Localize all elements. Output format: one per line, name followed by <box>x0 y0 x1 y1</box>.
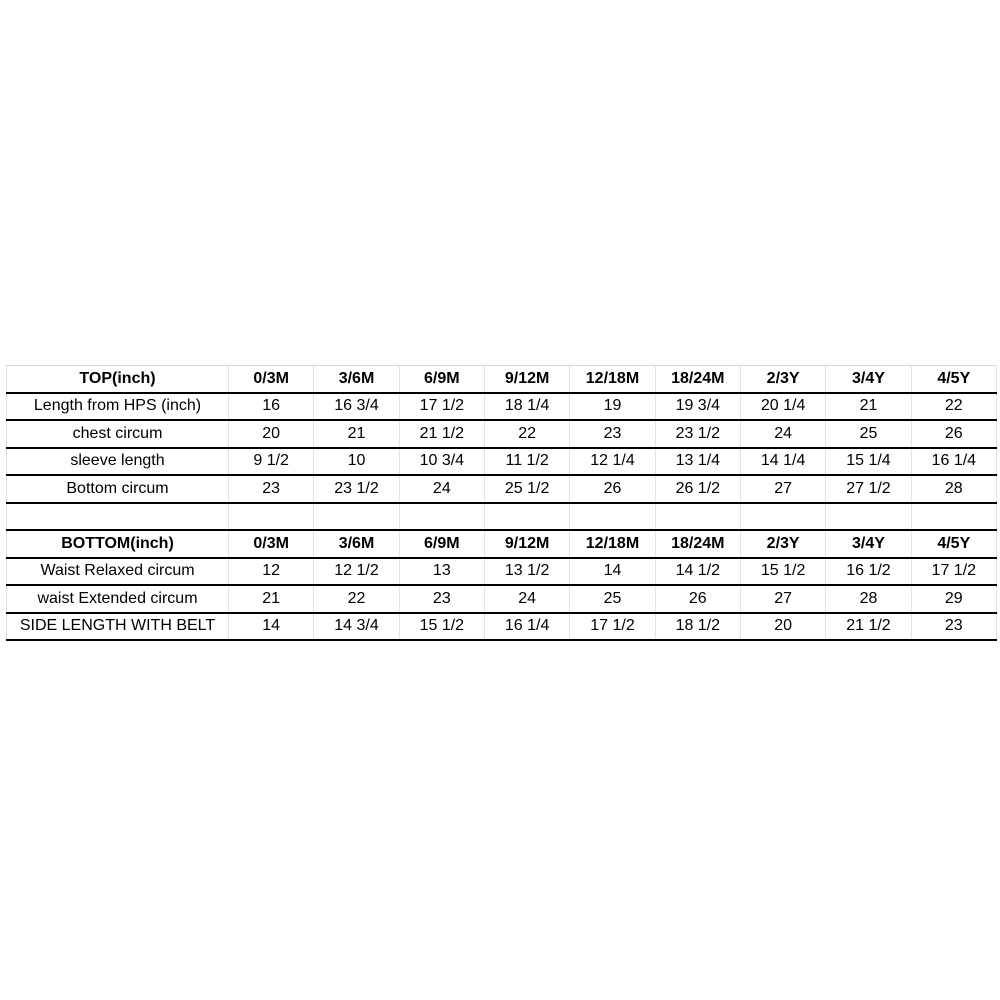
table-cell: 17 1/2 <box>570 613 655 641</box>
bottom-header-row <box>7 530 997 558</box>
table-cell: 14 <box>570 558 655 586</box>
table-cell: 20 <box>229 420 314 448</box>
size-chart-sheet <box>6 365 996 641</box>
table-cell: 16 1/4 <box>484 613 569 641</box>
table-cell: 12/18M <box>570 530 655 558</box>
table-cell: 10 3/4 <box>399 448 484 476</box>
table-cell: 27 1/2 <box>826 475 911 503</box>
table-cell: 27 <box>740 585 825 613</box>
table-cell: 12 1/2 <box>314 558 399 586</box>
table-cell: 13 <box>399 558 484 586</box>
table-cell: 19 3/4 <box>655 393 740 421</box>
empty-cell <box>655 503 740 531</box>
table-cell: 25 <box>570 585 655 613</box>
table-cell: 14 1/2 <box>655 558 740 586</box>
table-cell: 14 3/4 <box>314 613 399 641</box>
table-cell: 18 1/4 <box>484 393 569 421</box>
table-cell: 3/6M <box>314 530 399 558</box>
row-label-cell: waist Extended circum <box>7 585 229 613</box>
table-row <box>7 420 997 448</box>
row-label-cell: sleeve length <box>7 448 229 476</box>
table-cell: 22 <box>314 585 399 613</box>
table-cell: 15 1/2 <box>399 613 484 641</box>
table-cell: 15 1/4 <box>826 448 911 476</box>
table-cell: 24 <box>740 420 825 448</box>
row-label-cell: TOP(inch) <box>7 366 229 393</box>
table-cell: 25 <box>826 420 911 448</box>
table-cell: 17 1/2 <box>911 558 996 586</box>
table-cell: 21 <box>229 585 314 613</box>
table-cell: 22 <box>911 393 996 421</box>
table-cell: 16 3/4 <box>314 393 399 421</box>
table-cell: 28 <box>911 475 996 503</box>
table-cell: 13 1/4 <box>655 448 740 476</box>
table-row <box>7 448 997 476</box>
table-cell: 27 <box>740 475 825 503</box>
table-cell: 18/24M <box>655 530 740 558</box>
table-cell: 29 <box>911 585 996 613</box>
table-cell: 21 <box>314 420 399 448</box>
row-label-cell: Waist Relaxed circum <box>7 558 229 586</box>
table-cell: 21 1/2 <box>399 420 484 448</box>
table-cell: 21 1/2 <box>826 613 911 641</box>
table-cell: 14 <box>229 613 314 641</box>
table-cell: 15 1/2 <box>740 558 825 586</box>
table-cell: 26 <box>655 585 740 613</box>
table-cell: 9/12M <box>484 530 569 558</box>
table-cell: 13 1/2 <box>484 558 569 586</box>
table-cell: 20 <box>740 613 825 641</box>
table-row <box>7 475 997 503</box>
table-cell: 24 <box>399 475 484 503</box>
table-cell: 23 1/2 <box>655 420 740 448</box>
row-label-cell: Length from HPS (inch) <box>7 393 229 421</box>
table-cell: 28 <box>826 585 911 613</box>
table-cell: 12 <box>229 558 314 586</box>
table-cell: 4/5Y <box>911 530 996 558</box>
table-cell: 14 1/4 <box>740 448 825 476</box>
empty-cell <box>484 503 569 531</box>
table-cell: 0/3M <box>229 366 314 393</box>
table-cell: 3/6M <box>314 366 399 393</box>
table-cell: 25 1/2 <box>484 475 569 503</box>
size-chart-table <box>6 365 997 641</box>
table-cell: 18 1/2 <box>655 613 740 641</box>
table-cell: 11 1/2 <box>484 448 569 476</box>
empty-cell <box>314 503 399 531</box>
table-cell: 0/3M <box>229 530 314 558</box>
empty-cell <box>826 503 911 531</box>
empty-cell <box>570 503 655 531</box>
table-row <box>7 558 997 586</box>
table-cell: 6/9M <box>399 530 484 558</box>
empty-cell <box>911 503 996 531</box>
table-cell: 4/5Y <box>911 366 996 393</box>
row-label-cell: Bottom circum <box>7 475 229 503</box>
table-cell: 26 1/2 <box>655 475 740 503</box>
table-cell: 23 <box>399 585 484 613</box>
table-cell: 23 <box>229 475 314 503</box>
table-cell: 2/3Y <box>740 366 825 393</box>
table-cell: 26 <box>911 420 996 448</box>
table-cell: 24 <box>484 585 569 613</box>
empty-cell <box>740 503 825 531</box>
table-cell: 3/4Y <box>826 530 911 558</box>
table-cell: 16 <box>229 393 314 421</box>
table-cell: 16 1/2 <box>826 558 911 586</box>
table-cell: 19 <box>570 393 655 421</box>
table-cell: 3/4Y <box>826 366 911 393</box>
table-row <box>7 393 997 421</box>
table-row <box>7 585 997 613</box>
table-cell: 23 <box>570 420 655 448</box>
table-cell: 22 <box>484 420 569 448</box>
top-header-row <box>7 366 997 393</box>
table-row <box>7 613 997 641</box>
table-cell: 9 1/2 <box>229 448 314 476</box>
table-cell: 23 1/2 <box>314 475 399 503</box>
table-cell: 23 <box>911 613 996 641</box>
table-cell: 12 1/4 <box>570 448 655 476</box>
row-label-cell: BOTTOM(inch) <box>7 530 229 558</box>
empty-cell <box>399 503 484 531</box>
section-spacer-row <box>7 503 997 531</box>
table-cell: 18/24M <box>655 366 740 393</box>
table-cell: 26 <box>570 475 655 503</box>
table-cell: 9/12M <box>484 366 569 393</box>
row-label-cell: chest circum <box>7 420 229 448</box>
empty-cell <box>229 503 314 531</box>
table-cell: 17 1/2 <box>399 393 484 421</box>
row-label-cell: SIDE LENGTH WITH BELT <box>7 613 229 641</box>
table-cell: 6/9M <box>399 366 484 393</box>
table-cell: 10 <box>314 448 399 476</box>
table-cell: 20 1/4 <box>740 393 825 421</box>
table-cell: 12/18M <box>570 366 655 393</box>
table-cell: 16 1/4 <box>911 448 996 476</box>
empty-cell <box>7 503 229 531</box>
table-cell: 21 <box>826 393 911 421</box>
table-cell: 2/3Y <box>740 530 825 558</box>
